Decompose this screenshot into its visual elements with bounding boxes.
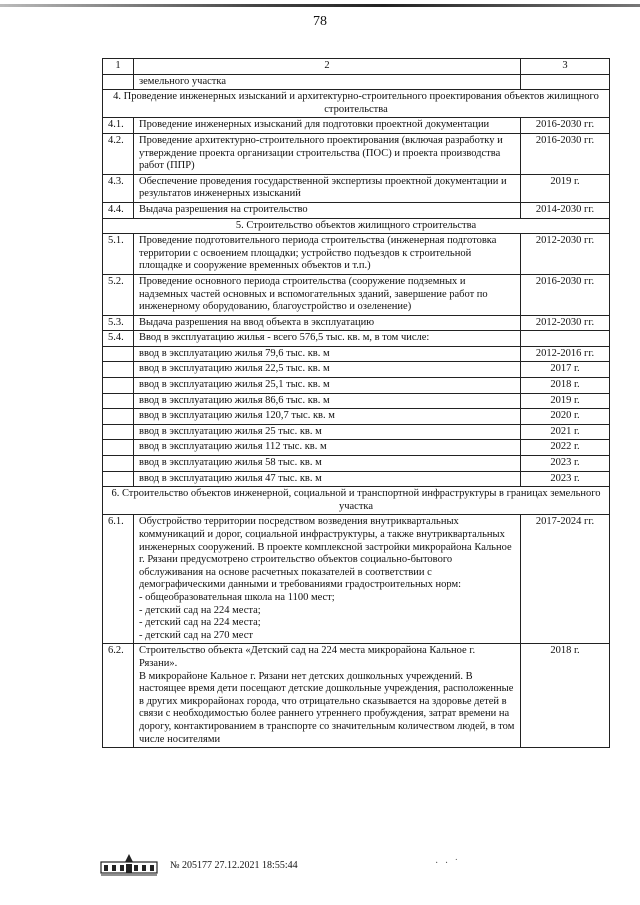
row-period: 2017-2024 гг. bbox=[521, 515, 610, 644]
row-number: 5.4. bbox=[103, 331, 134, 347]
table-row bbox=[103, 409, 610, 425]
table-row bbox=[103, 74, 610, 90]
row-number bbox=[103, 74, 134, 90]
header-col-3: 3 bbox=[521, 59, 610, 75]
table-row bbox=[103, 378, 610, 394]
row-period: 2020 г. bbox=[521, 409, 610, 425]
row-description: ввод в эксплуатацию жилья 120,7 тыс. кв. м bbox=[134, 409, 521, 425]
section-heading: 4. Проведение инженерных изысканий и архитектурно-строительного проектирования объектов жилищного строительства bbox=[103, 90, 610, 118]
row-period: 2022 г. bbox=[521, 440, 610, 456]
page-footer bbox=[100, 850, 620, 890]
row-description: Проведение инженерных изысканий для подготовки проектной документации bbox=[134, 118, 521, 134]
table-row bbox=[103, 202, 610, 218]
row-number bbox=[103, 440, 134, 456]
row-number: 4.2. bbox=[103, 133, 134, 174]
row-period bbox=[521, 331, 610, 347]
kremlin-emblem-icon bbox=[100, 852, 158, 876]
row-number bbox=[103, 362, 134, 378]
schedule-table bbox=[102, 58, 610, 748]
row-period: 2016-2030 гг. bbox=[521, 118, 610, 134]
row-number bbox=[103, 346, 134, 362]
table-row bbox=[103, 362, 610, 378]
table-row bbox=[103, 471, 610, 487]
row-description: ввод в эксплуатацию жилья 79,6 тыс. кв. м bbox=[134, 346, 521, 362]
header-col-1: 1 bbox=[103, 59, 134, 75]
row-number: 5.3. bbox=[103, 315, 134, 331]
row-description: Ввод в эксплуатацию жилья - всего 576,5 тыс. кв. м, в том числе: bbox=[134, 331, 521, 347]
row-description: ввод в эксплуатацию жилья 86,6 тыс. кв. м bbox=[134, 393, 521, 409]
table-row bbox=[103, 234, 610, 275]
row-period bbox=[521, 74, 610, 90]
row-description: Обустройство территории посредством возведения внутриквартальных коммуникаций и дорог, социальной инфраструктуры, а также внутриквартальных инженерных сооружений. В проекте комплексной застройки микрорайона Кальное г. Рязани предусмотрено строительство объектов социально-бытового обслуживания на основе расчетных показателей в соответствии с демографическими данными и требованиями градостроительных норм: - общеобразовательная школа на 1100 мест; - детский сад на 224 места; - детский сад на 224 места; - детский сад на 270 мест bbox=[134, 515, 521, 644]
section-heading-row bbox=[103, 487, 610, 515]
row-description: ввод в эксплуатацию жилья 25 тыс. кв. м bbox=[134, 424, 521, 440]
row-period: 2021 г. bbox=[521, 424, 610, 440]
row-period: 2014-2030 гг. bbox=[521, 202, 610, 218]
scan-top-edge bbox=[0, 4, 640, 7]
row-description: ввод в эксплуатацию жилья 112 тыс. кв. м bbox=[134, 440, 521, 456]
table-row bbox=[103, 456, 610, 472]
page-number: 78 bbox=[313, 14, 327, 29]
row-description: Выдача разрешения на ввод объекта в эксплуатацию bbox=[134, 315, 521, 331]
row-number bbox=[103, 378, 134, 394]
row-number bbox=[103, 456, 134, 472]
row-description: Строительство объекта «Детский сад на 224 места микрорайона Кальное г. Рязани». В микрорайоне Кальное г. Рязани нет детских дошкольных учреждений. В настоящее время дети посещают детские дошкольные учреждения, расположенные в других микрорайонах города, что отрицательно сказывается на здоровье детей в связи с необходимостью более раннего утреннего пробуждения, затрат времени на дорогу, контактированием в транспорте со значительным количеством людей, в том числе носителями bbox=[134, 644, 521, 748]
row-description: Проведение архитектурно-строительного проектирования (включая разработку и утверждение проекта организации строительства (ПОС) и проекта производства работ (ППР) bbox=[134, 133, 521, 174]
section-heading-row bbox=[103, 218, 610, 234]
row-number bbox=[103, 409, 134, 425]
table-row bbox=[103, 274, 610, 315]
row-description: Выдача разрешения на строительство bbox=[134, 202, 521, 218]
row-period: 2018 г. bbox=[521, 644, 610, 748]
table-row bbox=[103, 424, 610, 440]
table-row bbox=[103, 315, 610, 331]
table-row bbox=[103, 331, 610, 347]
row-description: ввод в эксплуатацию жилья 58 тыс. кв. м bbox=[134, 456, 521, 472]
section-heading: 6. Строительство объектов инженерной, социальной и транспортной инфраструктуры в границах земельного участка bbox=[103, 487, 610, 515]
row-number: 4.1. bbox=[103, 118, 134, 134]
row-description: земельного участка bbox=[134, 74, 521, 90]
row-number bbox=[103, 393, 134, 409]
row-period: 2012-2016 гг. bbox=[521, 346, 610, 362]
row-number: 6.1. bbox=[103, 515, 134, 644]
table-row bbox=[103, 174, 610, 202]
row-number: 4.3. bbox=[103, 174, 134, 202]
row-number: 6.2. bbox=[103, 644, 134, 748]
row-period: 2016-2030 гг. bbox=[521, 274, 610, 315]
row-description: ввод в эксплуатацию жилья 22,5 тыс. кв. м bbox=[134, 362, 521, 378]
row-number bbox=[103, 471, 134, 487]
row-period: 2017 г. bbox=[521, 362, 610, 378]
table-row bbox=[103, 440, 610, 456]
registration-stamp: № 205177 27.12.2021 18:55:44 bbox=[170, 860, 298, 871]
section-heading: 5. Строительство объектов жилищного строительства bbox=[103, 218, 610, 234]
table-row bbox=[103, 515, 610, 644]
table-row bbox=[103, 133, 610, 174]
table-row bbox=[103, 393, 610, 409]
row-period: 2023 г. bbox=[521, 456, 610, 472]
row-description: Проведение подготовительного периода строительства (инженерная подготовка территории с освоением площадки; устройство подъездов к строительной площадке и сооружение временных объектов и т.п.) bbox=[134, 234, 521, 275]
row-period: 2023 г. bbox=[521, 471, 610, 487]
scan-marks: · · ˙ bbox=[435, 858, 460, 869]
table-header-row bbox=[103, 59, 610, 75]
header-col-2: 2 bbox=[134, 59, 521, 75]
row-description: Обеспечение проведения государственной экспертизы проектной документации и результатов инженерных изысканий bbox=[134, 174, 521, 202]
row-description: Проведение основного периода строительства (сооружение подземных и надземных частей основных и вспомогательных зданий, завершение работ по инженерному оборудованию, благоустройство и озеленение) bbox=[134, 274, 521, 315]
row-period: 2018 г. bbox=[521, 378, 610, 394]
table-row bbox=[103, 118, 610, 134]
row-description: ввод в эксплуатацию жилья 47 тыс. кв. м bbox=[134, 471, 521, 487]
table-row bbox=[103, 644, 610, 748]
row-description: ввод в эксплуатацию жилья 25,1 тыс. кв. м bbox=[134, 378, 521, 394]
row-period: 2012-2030 гг. bbox=[521, 315, 610, 331]
row-period: 2016-2030 гг. bbox=[521, 133, 610, 174]
row-period: 2012-2030 гг. bbox=[521, 234, 610, 275]
row-number: 4.4. bbox=[103, 202, 134, 218]
row-number: 5.1. bbox=[103, 234, 134, 275]
table-row bbox=[103, 346, 610, 362]
row-period: 2019 г. bbox=[521, 174, 610, 202]
row-number: 5.2. bbox=[103, 274, 134, 315]
row-number bbox=[103, 424, 134, 440]
section-heading-row bbox=[103, 90, 610, 118]
row-period: 2019 г. bbox=[521, 393, 610, 409]
